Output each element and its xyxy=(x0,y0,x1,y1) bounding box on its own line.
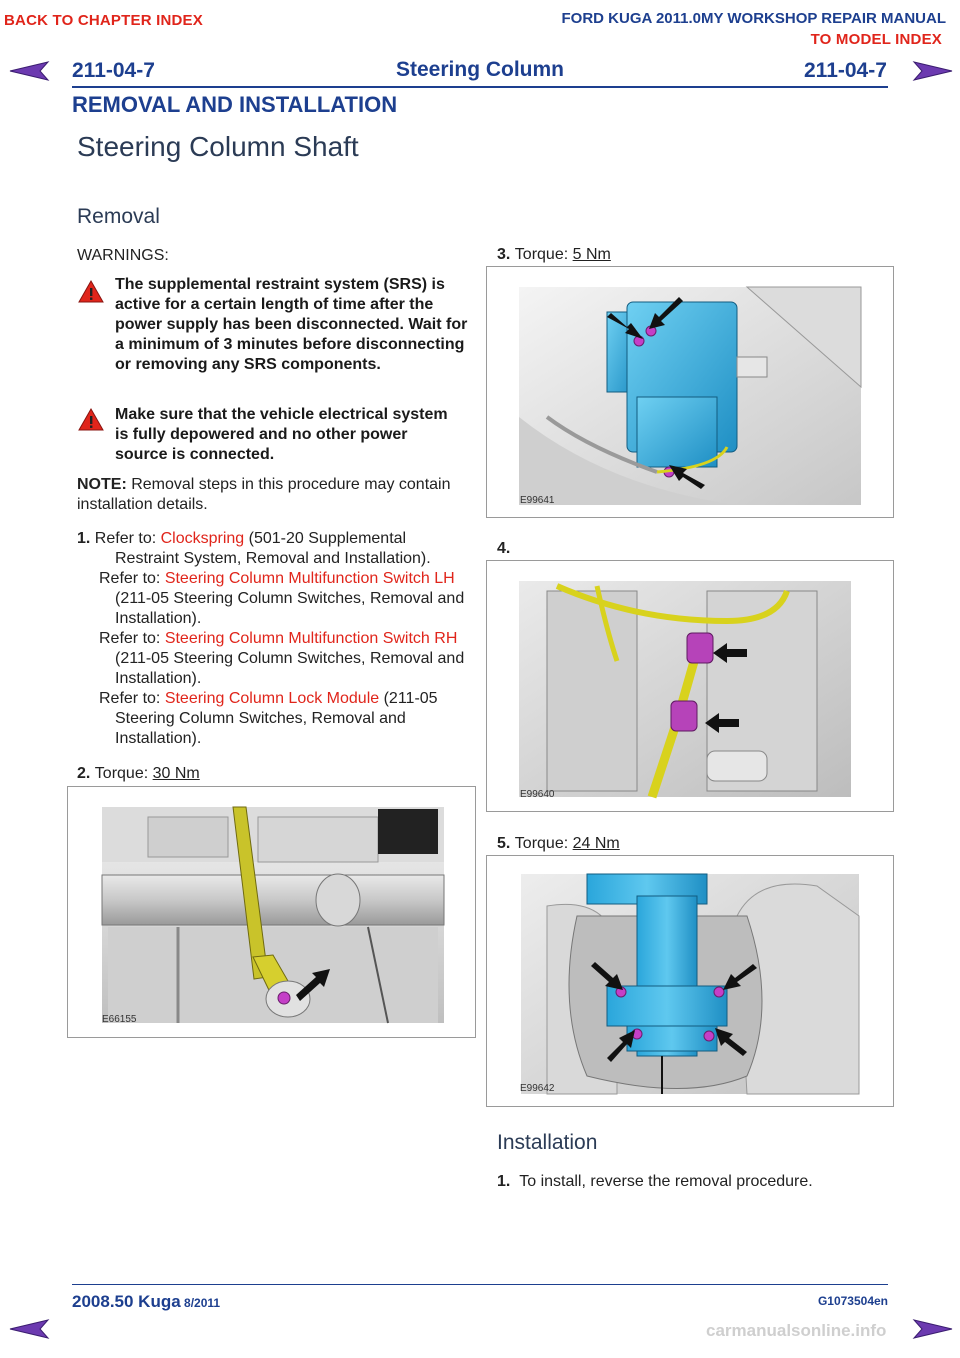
page-number-left: 211-04-7 xyxy=(72,59,155,82)
link-multifunction-switch-lh[interactable]: Steering Column Multifunction Switch LH xyxy=(164,570,455,587)
footer-code: G1073504en xyxy=(817,1294,888,1308)
to-model-index-link[interactable]: TO MODEL INDEX xyxy=(810,31,942,48)
torque-value-24nm: 24 Nm xyxy=(572,835,620,852)
link-steering-column-lock-module[interactable]: Steering Column Lock Module xyxy=(164,690,380,707)
note-paragraph xyxy=(77,475,462,515)
figure-e99642-illustration xyxy=(487,856,893,1106)
next-page-arrow-icon[interactable] xyxy=(910,1318,954,1340)
footer-rule xyxy=(72,1284,888,1285)
step-2: 2. Torque: 30 Nm xyxy=(77,765,200,782)
note-label: NOTE: xyxy=(77,476,127,493)
figure-e66155-illustration xyxy=(68,787,475,1037)
figure-e99642 xyxy=(486,855,894,1107)
back-to-chapter-link[interactable]: BACK TO CHAPTER INDEX xyxy=(4,12,203,29)
prev-page-arrow-icon[interactable] xyxy=(8,1318,52,1340)
torque-value-30nm: 30 Nm xyxy=(152,765,200,782)
installation-step-1: 1. To install, reverse the removal procedure. xyxy=(497,1173,813,1190)
watermark: carmanualsonline.info xyxy=(706,1321,887,1340)
figure-e99641 xyxy=(486,266,894,518)
step-5: 5. Torque: 24 Nm xyxy=(497,835,620,852)
figure-e99640 xyxy=(486,560,894,812)
warning-srs-text: The supplemental restraint system (SRS) is active for a certain length of time after the power supply has been disconnected. Wait for a minimum of 3 minutes before disconnecting or removing any SRS components. xyxy=(115,276,468,373)
figure-id-e66155: E66155 xyxy=(102,1014,137,1025)
note-text: Removal steps in this procedure may contain installation details. xyxy=(77,476,451,513)
figure-e99641-illustration xyxy=(487,267,893,517)
figure-e66155 xyxy=(67,786,476,1038)
prev-page-arrow-icon[interactable] xyxy=(8,60,52,82)
figure-id-e99642: E99642 xyxy=(520,1083,555,1094)
step-1: 1. Refer to: Clockspring (501-20 Supplemental Restraint System, Removal and Installation). Refer to: Steering Column Multifunction Switch LH (211-05 Steering Column Switches, Removal and Installation). Refer to: Steering Column Multifunction Switch RH (211-05 Steering Column Switches, Removal and Installation). Refer to: Steering Column Lock Module (211-05 Steering Column Switches, Removal and Installation). xyxy=(77,530,465,747)
document-title: Steering Column Shaft xyxy=(77,131,359,162)
figure-id-e99641: E99641 xyxy=(520,495,555,506)
link-multifunction-switch-rh[interactable]: Steering Column Multifunction Switch RH xyxy=(164,630,458,647)
step-3: 3. Torque: 5 Nm xyxy=(497,246,611,263)
header-rule xyxy=(72,86,888,88)
chapter-title: Steering Column xyxy=(396,58,565,81)
link-clockspring[interactable]: Clockspring xyxy=(160,530,245,547)
installation-heading: Installation xyxy=(497,1131,598,1154)
footer-model: 2008.50 Kuga 8/2011 xyxy=(72,1292,221,1311)
warning-triangle-icon xyxy=(78,408,104,431)
page-number-right: 211-04-7 xyxy=(804,59,887,82)
warning-depower-text: Make sure that the vehicle electrical system is fully depowered and no other power source is connected. xyxy=(115,406,448,463)
step-4: 4. xyxy=(497,540,511,557)
warning-triangle-icon xyxy=(78,280,104,303)
figure-e99640-illustration xyxy=(487,561,893,811)
removal-heading: Removal xyxy=(77,205,160,228)
figure-id-e99640: E99640 xyxy=(520,789,555,800)
torque-value-5nm: 5 Nm xyxy=(572,246,611,263)
next-page-arrow-icon[interactable] xyxy=(910,60,954,82)
section-title: REMOVAL AND INSTALLATION xyxy=(72,92,398,117)
manual-title: FORD KUGA 2011.0MY WORKSHOP REPAIR MANUAL xyxy=(561,10,946,27)
warnings-label: WARNINGS: xyxy=(77,247,169,264)
